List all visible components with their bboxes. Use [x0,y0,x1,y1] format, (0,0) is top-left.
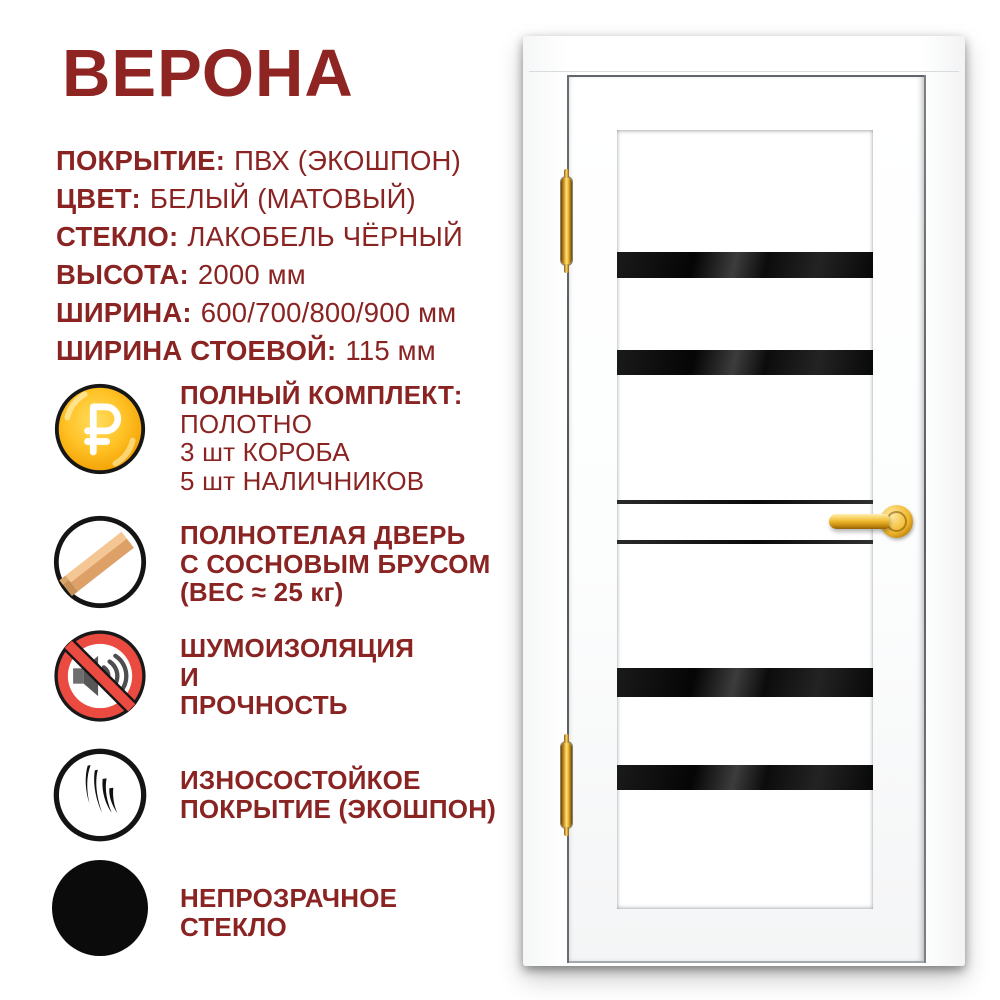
spec-label: ПОКРЫТИЕ: [56,145,226,176]
feature-wear-resistant [180,766,496,823]
door-image [523,36,965,966]
glass-stripe-1 [617,252,873,278]
spec-value: ЛАКОБЕЛЬ ЧЁРНЫЙ [187,221,463,252]
feature-line: ПОЛНЫЙ КОМПЛЕКТ: [180,380,463,410]
spec-value: БЕЛЫЙ (МАТОВЫЙ) [149,183,416,214]
spec-list [56,142,463,370]
feature-line: ПОКРЫТИЕ (ЭКОШПОН) [180,793,497,824]
feature-soundproof [180,634,414,720]
spec-row-color [56,180,463,218]
glass-line-1 [617,500,873,504]
spec-label: СТЕКЛО: [56,221,179,252]
spec-row-width [56,294,463,332]
feature-line: ПОЛНОТЕЛАЯ ДВЕРЬ [180,520,466,550]
feature-solid-door [180,521,491,607]
feature-line: НЕПРОЗРАЧНОЕ [180,883,398,913]
feature-line: 5 шт НАЛИЧНИКОВ [180,465,425,496]
glass-stripe-3 [617,668,873,697]
glass-line-2 [617,540,873,544]
feature-line: ИЗНОСОСТОЙКОЕ [180,765,421,795]
glass-stripe-4 [617,765,873,790]
no-sound-icon [52,628,148,724]
feature-line: (ВЕС ≈ 25 кг) [180,577,344,607]
feature-line: И [180,661,199,692]
scratch-resistant-icon [52,747,148,843]
spec-value: 2000 мм [197,259,306,290]
spec-value: 600/700/800/900 мм [200,297,457,328]
feature-opaque-glass [180,884,397,941]
spec-row-glass [56,218,463,256]
spec-label: ВЫСОТА: [56,259,189,290]
spec-label: ШИРИНА: [56,297,192,328]
spec-value: ПВХ (ЭКОШПОН) [234,145,461,176]
feature-full-kit [180,381,463,495]
spec-row-coating [56,142,463,180]
feature-line: ПРОЧНОСТЬ [180,690,348,720]
page-title: ВЕРОНА [62,36,354,111]
door-hinge-top [561,177,572,265]
feature-line: ШУМОИЗОЛЯЦИЯ [180,633,415,663]
feature-line: 3 шт КОРОБА [180,437,350,467]
opaque-glass-icon [52,860,148,956]
pine-beam-icon [52,514,148,610]
spec-label: ЦВЕТ: [56,183,141,214]
spec-row-height [56,256,463,294]
glass-stripe-2 [617,350,873,375]
spec-label: ШИРИНА СТОЕВОЙ: [56,335,337,366]
feature-line: С СОСНОВЫМ БРУСОМ [180,548,491,579]
black-circle [52,860,148,956]
feature-line: ПОЛОТНО [180,408,313,439]
door-hinge-bottom [561,742,572,828]
feature-line: СТЕКЛО [180,911,287,942]
spec-value: 115 мм [345,335,436,366]
spec-row-stile-width [56,332,463,370]
ruble-coin-icon [52,381,148,477]
door-frame-seam [529,71,959,72]
door-handle [829,514,889,529]
door-gap-right [924,75,926,963]
